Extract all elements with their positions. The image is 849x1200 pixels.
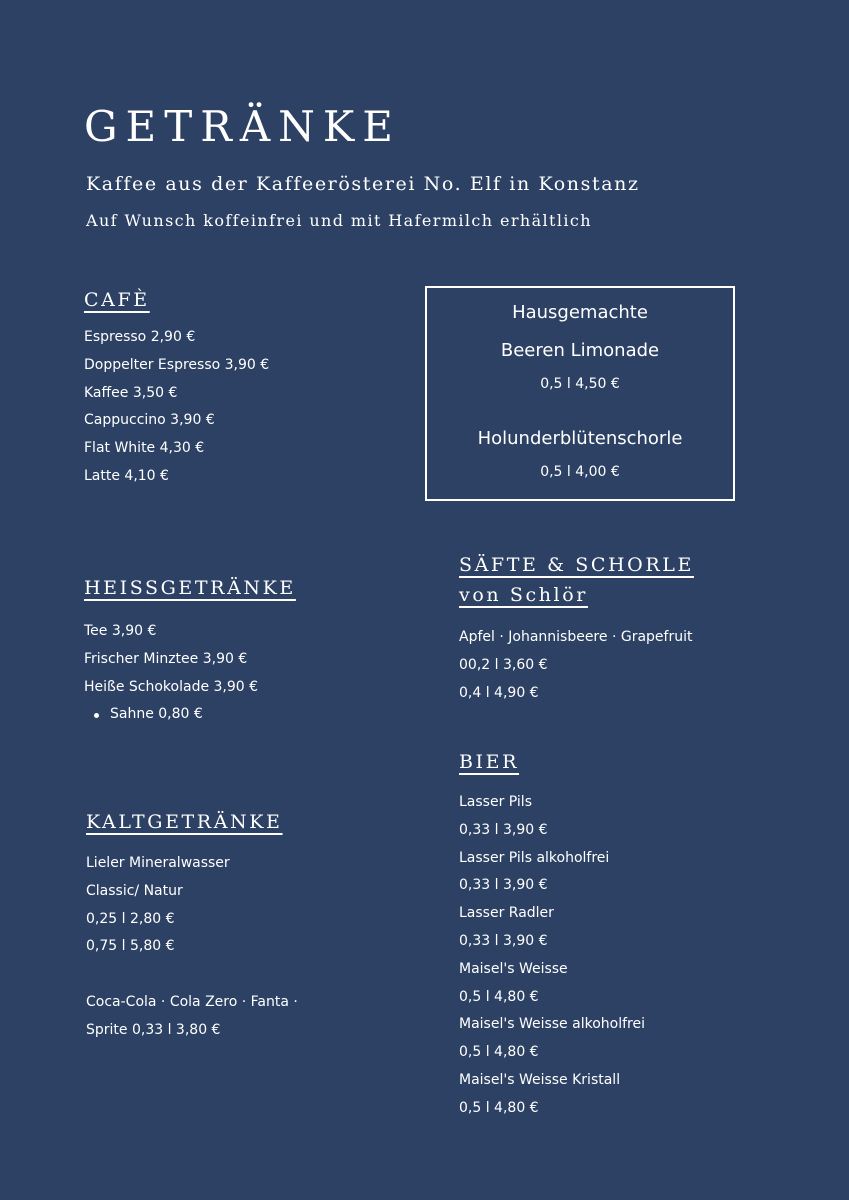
kaltgetraenke-list [86,850,298,1045]
list-item: 0,4 l 4,90 € [459,684,539,701]
saefte-heading-line-2: von Schlör [459,584,588,606]
list-item: 0,5 l 4,80 € [459,1099,539,1116]
list-item: Espresso 2,90 € [84,329,196,345]
list-item: Latte 4,10 € [84,467,169,484]
kaltgetraenke-heading: KALTGETRÄNKE [86,811,283,833]
list-item: Lasser Pils alkoholfrei [459,849,610,866]
cafe-heading: CAFÈ [84,289,150,311]
list-spacer [86,961,298,989]
list-item: Flat White 4,30 € [84,440,205,457]
kaltgetraenke-section [86,807,298,1045]
list-item: Coca-Cola · Cola Zero · Fanta · [86,993,298,1010]
list-item: Sprite 0,33 l 3,80 € [86,1021,221,1038]
list-item: Maisel's Weisse alkoholfrei [459,1016,645,1033]
list-item: 0,33 l 3,90 € [459,877,548,894]
special-price-1: 0,5 l 4,50 € [540,376,620,392]
list-item: Doppelter Espresso 3,90 € [84,356,270,373]
special-line-2: Beeren Limonade [500,340,660,361]
list-item: Heiße Schokolade 3,90 € [84,678,259,695]
bier-heading: BIER [459,751,520,773]
saefte-section [459,550,694,707]
list-item: 0,75 l 5,80 € [86,938,175,955]
list-item: Kaffee 3,50 € [84,384,178,401]
list-item: Frischer Minztee 3,90 € [84,650,248,667]
heissgetraenke-heading: HEISSGETRÄNKE [84,577,296,599]
special-price-2: 0,5 l 4,00 € [540,464,620,480]
list-item: Cappuccino 3,90 € [84,412,215,429]
special-line-1: Hausgemachte [512,302,648,323]
bier-section [459,747,645,1123]
list-item: Lasser Pils [459,794,532,810]
list-item: 0,5 l 4,80 € [459,1044,539,1061]
list-item: Maisel's Weisse [459,960,568,977]
special-line-3: Holunderblütenschorle [477,428,683,449]
page-subtitle: Kaffee aus der Kaffeerösterei No. Elf in Konstanz [86,173,640,195]
list-item: 0,33 l 3,90 € [459,932,548,949]
list-item: Tee 3,90 € [84,623,157,639]
saefte-heading-line-1: SÄFTE & SCHORLE [459,554,694,576]
heissgetraenke-section [84,573,296,729]
list-item: Lieler Mineralwasser [86,855,230,871]
heissgetraenke-list [84,618,296,729]
page-note: Auf Wunsch koffeinfrei und mit Hafermilch erhältlich [86,211,592,230]
list-item: 0,5 l 4,80 € [459,988,539,1005]
cafe-list [84,324,269,491]
list-item: 0,25 l 2,80 € [86,910,175,927]
special-drinks-box [425,286,735,501]
list-item-bullet: Sahne 0,80 € [84,701,296,729]
cafe-section [84,285,269,491]
list-item: Maisel's Weisse Kristall [459,1071,621,1088]
page-title: GETRÄNKE [84,102,401,151]
list-item: Lasser Radler [459,905,554,922]
bier-list [459,789,645,1123]
list-item: 0,33 l 3,90 € [459,821,548,838]
saefte-list [459,624,694,707]
list-item: Classic/ Natur [86,882,183,899]
list-item: Apfel · Johannisbeere · Grapefruit [459,629,693,645]
list-item: 00,2 l 3,60 € [459,656,548,673]
